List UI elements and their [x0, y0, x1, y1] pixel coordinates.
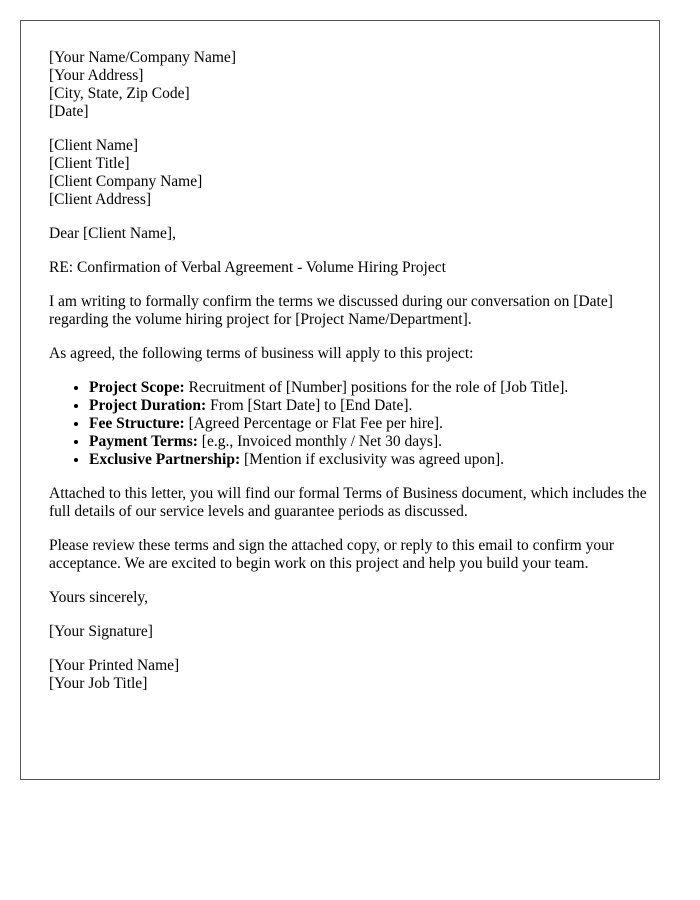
- term-label: Payment Terms:: [89, 433, 198, 450]
- signer-job-title: [Your Job Title]: [49, 675, 148, 692]
- signer-printed-name: [Your Printed Name]: [49, 657, 180, 674]
- list-item: [89, 451, 649, 469]
- terms-lead-paragraph: As agreed, the following terms of business will apply to this project:: [49, 345, 474, 362]
- sender-name: [Your Name/Company Name]: [49, 49, 236, 66]
- attachment-paragraph: Attached to this letter, you will find our formal Terms of Business document, which includes the full details of our service levels and guarantee periods as discussed.: [49, 485, 647, 520]
- term-text: [Agreed Percentage or Flat Fee per hire].: [184, 415, 443, 432]
- letter-page: [20, 20, 660, 780]
- list-item: [89, 415, 649, 433]
- recipient-name: [Client Name]: [49, 137, 139, 154]
- letter-date: [Date]: [49, 103, 89, 120]
- letter-content: [49, 49, 649, 709]
- intro-paragraph: I am writing to formally confirm the terms we discussed during our conversation on [Date] regarding the volume hiring project for [Project Name/Department].: [49, 293, 613, 328]
- term-label: Project Duration:: [89, 397, 207, 414]
- salutation: Dear [Client Name],: [49, 225, 176, 242]
- term-label: Project Scope:: [89, 379, 185, 396]
- term-text: [Mention if exclusivity was agreed upon].: [240, 451, 504, 468]
- recipient-company: [Client Company Name]: [49, 173, 203, 190]
- recipient-title: [Client Title]: [49, 155, 130, 172]
- term-label: Exclusive Partnership:: [89, 451, 241, 468]
- terms-list: [49, 379, 649, 469]
- term-text: Recruitment of [Number] positions for the role of [Job Title].: [184, 379, 569, 396]
- list-item: [89, 397, 649, 415]
- signer-block: [49, 657, 649, 693]
- term-label: Fee Structure:: [89, 415, 185, 432]
- recipient-block: [49, 137, 649, 209]
- sender-city-state-zip: [City, State, Zip Code]: [49, 85, 190, 102]
- list-item: [89, 379, 649, 397]
- complimentary-close: Yours sincerely,: [49, 589, 149, 606]
- sender-address: [Your Address]: [49, 67, 144, 84]
- list-item: [89, 433, 649, 451]
- subject-line: RE: Confirmation of Verbal Agreement - Volume Hiring Project: [49, 259, 446, 276]
- recipient-address: [Client Address]: [49, 191, 152, 208]
- closing-request-paragraph: Please review these terms and sign the attached copy, or reply to this email to confirm your acceptance. We are excited to begin work on this project and help you build your team.: [49, 537, 615, 572]
- term-text: From [Start Date] to [End Date].: [206, 397, 413, 414]
- term-text: [e.g., Invoiced monthly / Net 30 days].: [197, 433, 442, 450]
- signature-placeholder: [Your Signature]: [49, 623, 153, 640]
- sender-block: [49, 49, 649, 121]
